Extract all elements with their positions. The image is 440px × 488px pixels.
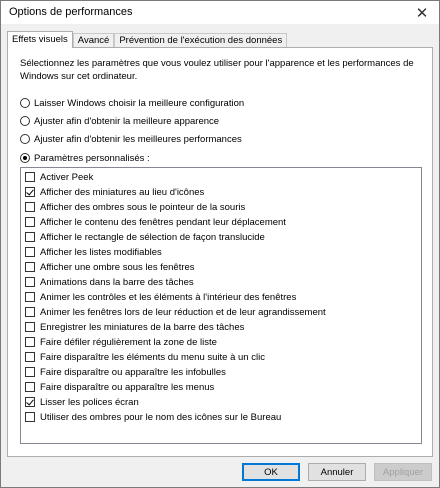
- checkbox[interactable]: [25, 202, 35, 212]
- option-taskbar-animations[interactable]: [25, 275, 194, 289]
- checkbox[interactable]: [25, 382, 35, 392]
- checkbox[interactable]: [25, 172, 35, 182]
- option-label: Faire disparaître ou apparaître les menus: [40, 381, 215, 393]
- option-fade-menus[interactable]: [25, 380, 214, 394]
- option-label: Afficher le rectangle de sélection de façon translucide: [40, 231, 265, 243]
- title-bar: [1, 1, 439, 24]
- tab-data-execution-prevention[interactable]: Prévention de l'exécution des données: [114, 33, 287, 48]
- radio-label: Paramètres personnalisés :: [34, 152, 150, 164]
- option-label: Afficher des miniatures au lieu d'icônes: [40, 186, 205, 198]
- checkbox[interactable]: [25, 277, 35, 287]
- option-combo-boxes[interactable]: [25, 245, 162, 259]
- option-label: Afficher une ombre sous les fenêtres: [40, 261, 195, 273]
- checkbox[interactable]: [25, 352, 35, 362]
- option-label: Afficher le contenu des fenêtres pendant leur déplacement: [40, 216, 286, 228]
- radio-best-performance[interactable]: [20, 132, 242, 146]
- radio-button[interactable]: [20, 153, 30, 163]
- radio-label: Ajuster afin d'obtenir la meilleure apparence: [34, 115, 220, 127]
- ok-button[interactable]: OK: [242, 463, 300, 481]
- option-smooth-screen-fonts[interactable]: [25, 395, 139, 409]
- visual-effects-panel: [7, 47, 433, 457]
- radio-let-windows-choose[interactable]: [20, 96, 244, 110]
- close-icon: ✕: [415, 4, 429, 22]
- checkbox[interactable]: [25, 247, 35, 257]
- intro-text: Sélectionnez les paramètres que vous voulez utiliser pour l'apparence et les performances de Windows sur cet ordinateur.: [20, 58, 414, 82]
- checkbox[interactable]: [25, 232, 35, 242]
- checkbox[interactable]: [25, 322, 35, 332]
- checkbox[interactable]: [25, 262, 35, 272]
- radio-button[interactable]: [20, 98, 30, 108]
- option-label: Utiliser des ombres pour le nom des icônes sur le Bureau: [40, 411, 282, 423]
- option-smooth-scroll-list-boxes[interactable]: [25, 335, 217, 349]
- radio-button[interactable]: [20, 116, 30, 126]
- cancel-button[interactable]: Annuler: [308, 463, 366, 481]
- apply-button[interactable]: Appliquer: [374, 463, 432, 481]
- checkbox[interactable]: [25, 292, 35, 302]
- option-save-taskbar-thumbnails[interactable]: [25, 320, 244, 334]
- tab-strip: [7, 32, 287, 48]
- option-label: Enregistrer les miniatures de la barre des tâches: [40, 321, 245, 333]
- checkbox[interactable]: [25, 337, 35, 347]
- tab-advanced[interactable]: Avancé: [73, 33, 115, 48]
- option-label: Faire disparaître les éléments du menu suite à un clic: [40, 351, 265, 363]
- option-label: Animer les fenêtres lors de leur réduction et de leur agrandissement: [40, 306, 326, 318]
- checkbox[interactable]: [25, 187, 35, 197]
- option-label: Animer les contrôles et les éléments à l'intérieur des fenêtres: [40, 291, 297, 303]
- option-label: Lisser les polices écran: [40, 396, 139, 408]
- option-label: Activer Peek: [40, 171, 94, 183]
- option-label: Afficher des ombres sous le pointeur de la souris: [40, 201, 246, 213]
- window-title: Options de performances: [9, 6, 133, 18]
- option-window-contents-while-dragging[interactable]: [25, 215, 286, 229]
- radio-best-appearance[interactable]: [20, 114, 219, 128]
- option-label: Afficher les listes modifiables: [40, 246, 162, 258]
- tab-visual-effects[interactable]: Effets visuels: [7, 31, 73, 48]
- option-fade-menu-items-after-click[interactable]: [25, 350, 265, 364]
- checkbox[interactable]: [25, 367, 35, 377]
- radio-label: Ajuster afin d'obtenir les meilleures performances: [34, 133, 242, 145]
- option-label: Animations dans la barre des tâches: [40, 276, 194, 288]
- option-label: Faire défiler régulièrement la zone de liste: [40, 336, 217, 348]
- checkbox[interactable]: [25, 217, 35, 227]
- option-animate-controls[interactable]: [25, 290, 296, 304]
- checkbox[interactable]: [25, 307, 35, 317]
- option-enable-peek[interactable]: [25, 170, 93, 184]
- radio-custom[interactable]: [20, 151, 150, 165]
- option-mouse-pointer-shadow[interactable]: [25, 200, 245, 214]
- option-animate-min-max[interactable]: [25, 305, 326, 319]
- option-window-shadows[interactable]: [25, 260, 195, 274]
- option-translucent-selection-rectangle[interactable]: [25, 230, 265, 244]
- option-fade-tooltips[interactable]: [25, 365, 226, 379]
- close-button[interactable]: [405, 1, 439, 24]
- option-desktop-icon-label-shadows[interactable]: [25, 410, 281, 424]
- option-label: Faire disparaître ou apparaître les infobulles: [40, 366, 226, 378]
- radio-button[interactable]: [20, 134, 30, 144]
- checkbox[interactable]: [25, 412, 35, 422]
- radio-label: Laisser Windows choisir la meilleure configuration: [34, 97, 245, 109]
- checkbox[interactable]: [25, 397, 35, 407]
- custom-options-list[interactable]: [20, 167, 422, 444]
- option-thumbnails-instead-of-icons[interactable]: [25, 185, 204, 199]
